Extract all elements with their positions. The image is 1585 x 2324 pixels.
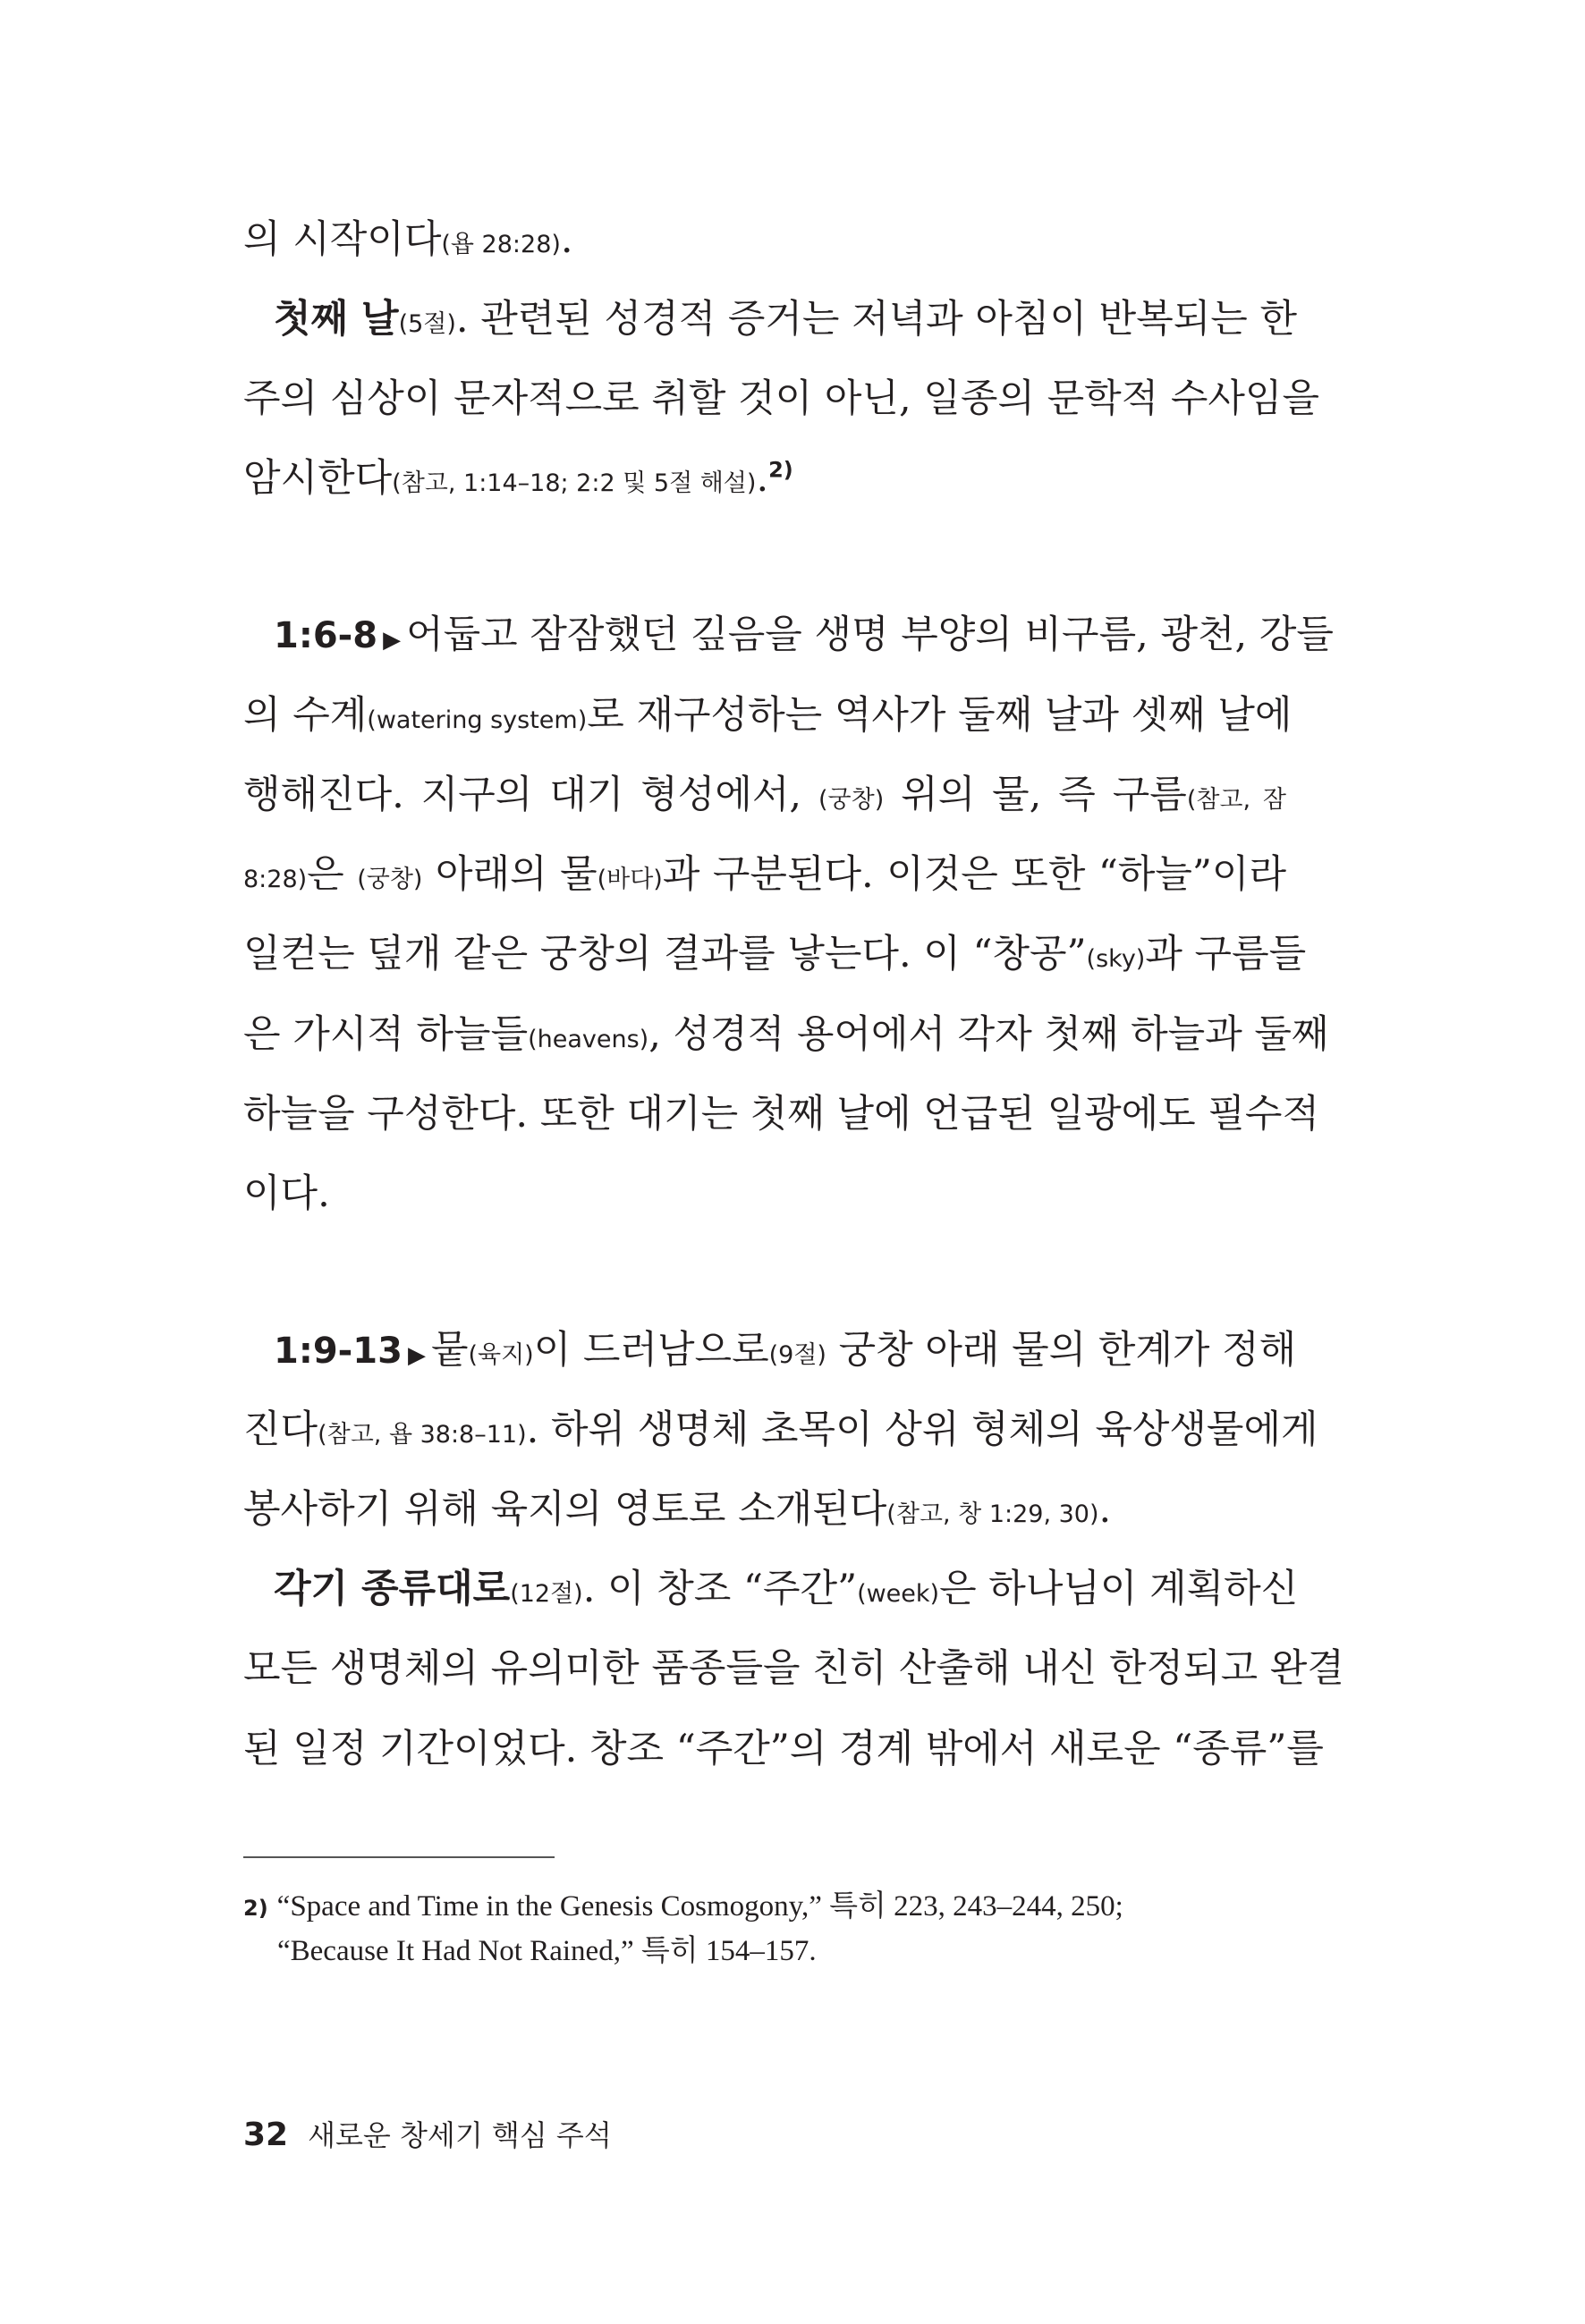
text-run: .	[756, 456, 769, 501]
text-line	[243, 292, 1298, 346]
footnote-text: “Space and Time in the Genesis Cosmogony,” 특히 223, 243–244, 250;	[276, 1890, 1123, 1923]
text-run: 모든 생명체의 유의미한 품종들을 친히 산출해 내신 한정되고 완결	[243, 1646, 1344, 1691]
footnote-marker: 2)	[768, 457, 793, 483]
text-run: 이 드러남으로	[533, 1328, 769, 1373]
scripture-ref: (참고, 창 1:29, 30)	[886, 1500, 1099, 1528]
text-run: 주의 심상이 문자적으로 취할 것이 아닌, 일종의 문학적 수사임을	[243, 376, 1320, 421]
text-run: . 하위 생명체 초목이 상위 형체의 육상생물에게	[526, 1407, 1318, 1452]
scripture-ref: (참고, 욥 38:8–11)	[318, 1421, 527, 1449]
text-line	[243, 1483, 1286, 1536]
text-line	[243, 452, 1286, 505]
text-run: 의 시작이다	[243, 217, 442, 262]
gloss: (watering system)	[367, 706, 588, 734]
text-line	[243, 927, 1307, 981]
scripture-ref: (참고, 1:14–18; 2:2 및 5절 해설)	[392, 469, 757, 497]
text-run: 궁창 아래 물의 한계가 정해	[838, 1328, 1297, 1373]
text-run: 위의 물, 즉 구름	[901, 773, 1187, 817]
text-run: 어둡고 잠잠했던 깊음을 생명 부양의 비구름, 광천, 강들	[406, 613, 1334, 657]
text-run: 은 하나님이 계획하신	[939, 1567, 1299, 1611]
text-run: , 성경적 용어에서 각자 첫째 하늘과 둘째	[648, 1012, 1329, 1057]
passage-ref: 1:9-13	[274, 1331, 403, 1372]
text-line	[243, 1562, 1299, 1616]
text-line	[243, 213, 1286, 266]
text-run: . 이 창조 “주간”	[582, 1567, 858, 1611]
verse-ref: (12절)	[510, 1580, 583, 1608]
text-run: 로 재구성하는 역사가 둘째 날과 셋째 날에	[587, 693, 1293, 738]
text-run: . 관련된 성경적 증거는 저녁과 아침이 반복되는 한	[455, 297, 1298, 342]
text-line	[243, 372, 1320, 426]
text-line	[243, 848, 1286, 901]
scripture-ref: 8:28)	[243, 866, 308, 893]
text-line	[243, 1642, 1344, 1695]
footnote-continuation	[277, 1931, 1320, 1971]
text-line	[243, 768, 1286, 822]
text-run: 은 가시적 하늘들	[243, 1012, 529, 1057]
text-run: 은	[307, 852, 344, 897]
text-run: 아래의 물	[435, 852, 598, 897]
footnote-text: “Because It Had Not Rained,” 특히 154–157.	[277, 1935, 817, 1967]
footnote-number: 2)	[243, 1896, 268, 1921]
text-run: 일컫는 덮개 같은 궁창의 결과를 낳는다. 이 “창공”	[243, 932, 1087, 976]
passage-ref: 1:6-8	[274, 615, 378, 656]
term-heading: 각기 종류대로	[274, 1567, 511, 1611]
text-line	[243, 1167, 1286, 1221]
page-number: 32	[243, 2117, 289, 2153]
scripture-ref: (참고, 잠	[1186, 786, 1287, 814]
gloss: (week)	[857, 1580, 940, 1608]
text-line	[243, 1722, 1324, 1776]
page-footer	[243, 2113, 612, 2154]
gloss: (sky)	[1086, 945, 1146, 973]
term-heading: 첫째 날	[274, 297, 399, 342]
text-run: .	[560, 217, 573, 262]
scripture-ref: (욥 28:28)	[441, 231, 561, 258]
triangle-marker-icon: ▶	[407, 1342, 426, 1369]
text-line	[243, 1087, 1320, 1141]
gloss: (육지)	[468, 1341, 534, 1369]
triangle-marker-icon: ▶	[383, 627, 402, 654]
verse-ref: (5절)	[398, 310, 456, 338]
text-run: 행해진다. 지구의 대기 형성에서,	[243, 773, 802, 817]
gloss: (바다)	[597, 866, 663, 893]
text-line	[243, 689, 1293, 742]
text-run: .	[1098, 1487, 1112, 1532]
verse-ref: (9절)	[768, 1341, 826, 1369]
text-run: 진다	[243, 1407, 318, 1452]
text-run: 하늘을 구성한다. 또한 대기는 첫째 날에 언급된 일광에도 필수적	[243, 1092, 1320, 1137]
gloss: (궁창)	[357, 866, 423, 893]
text-run: 뭍	[430, 1328, 469, 1373]
text-run: 의 수계	[243, 693, 368, 738]
text-run: 이다.	[243, 1171, 330, 1216]
footnote-divider	[243, 1856, 555, 1858]
text-line	[243, 1323, 1297, 1377]
text-run: 암시한다	[243, 456, 393, 501]
text-line	[243, 608, 1334, 662]
running-title: 새로운 창세기 핵심 주석	[308, 2118, 612, 2152]
gloss: (heavens)	[528, 1026, 649, 1053]
footnote	[243, 1887, 1286, 1928]
text-run: 봉사하기 위해 육지의 영토로 소개된다	[243, 1487, 887, 1532]
text-line	[243, 1008, 1329, 1061]
text-run: 된 일정 기간이었다. 창조 “주간”의 경계 밖에서 새로운 “종류”를	[243, 1727, 1324, 1771]
text-run: 과 구분된다. 이것은 또한 “하늘”이라	[662, 852, 1286, 897]
gloss: (궁창)	[818, 786, 885, 814]
text-line	[243, 1403, 1318, 1457]
text-run: 과 구름들	[1145, 932, 1307, 976]
